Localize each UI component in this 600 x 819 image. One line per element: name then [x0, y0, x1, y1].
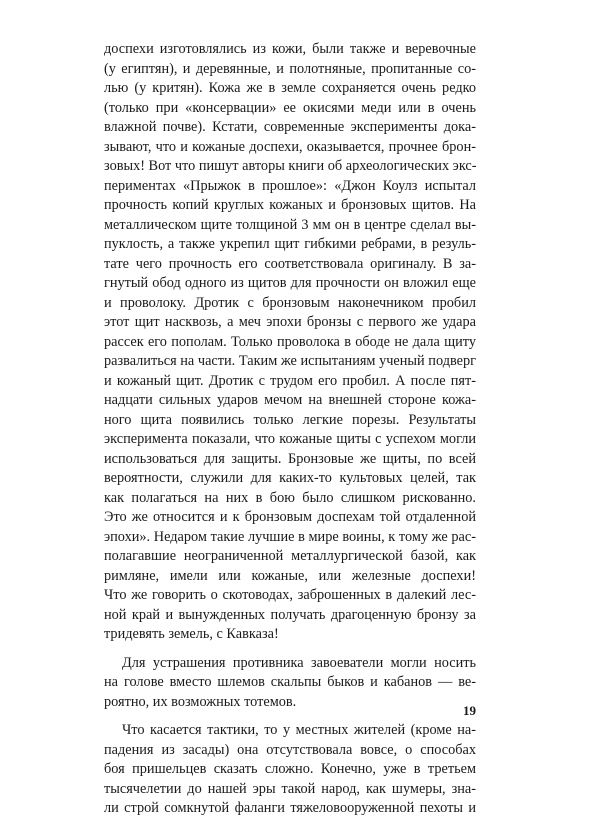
- text-line: роятно, их возможных тотемов.: [104, 693, 297, 710]
- text-line: прочность копий круглых кожаных и бронзовых щитов. На: [104, 197, 476, 213]
- text-line: полагавшие неограниченной металлургической базой, как: [104, 548, 476, 564]
- text-line: как полагаться на них в бою было слишком рискованно.: [104, 489, 476, 506]
- paragraph: [104, 40, 476, 645]
- text-line: (только при «консервации» ее окисями меди или в очень: [104, 99, 476, 116]
- text-line: доспехи изготовлялись из кожи, были также и веревочные: [104, 41, 476, 57]
- text-line: и проволоку. Дротик с бронзовым наконечником пробил: [104, 294, 476, 311]
- text-line: эпохи». Недаром такие лучшие в мире воины, к тому же рас-: [104, 528, 476, 545]
- text-line: периментах «Прыжок в прошлое»: «Джон Коулз испытал: [104, 177, 476, 194]
- text-line: тридевять земель, с Кавказа!: [104, 626, 279, 642]
- text-line: лью (у критян). Кожа же в земле сохраняется очень редко: [104, 80, 476, 96]
- text-line: тысячелетии до нашей эры такой народ, как шумеры, зна-: [104, 780, 476, 797]
- text-line: зовых! Вот что пишут авторы книги об археологических экс-: [104, 158, 477, 174]
- text-line: ного щита появились только легкие порезы. Результаты: [104, 411, 476, 428]
- text-line: зывают, что и кожаные доспехи, оказывается, прочнее брон-: [104, 138, 476, 155]
- text-line: эксперимента показали, что кожаные щиты с успехом могли: [104, 431, 476, 447]
- text-line: надцати сильных ударов мечом на внешней стороне кожа-: [104, 392, 476, 408]
- text-line: вероятности, служили для каких-то культовых целей, так: [104, 470, 476, 486]
- text-line: Это же относится и к бронзовым доспехам той отдаленной: [104, 509, 476, 525]
- text-line: боя пришельцев сказать сложно. Конечно, уже в третьем: [104, 761, 476, 777]
- text-line: гнутый обод одного из щитов для прочности он вложил еще: [104, 275, 476, 291]
- paragraph: [104, 654, 476, 713]
- text-line: влажной почве). Кстати, современные эксперименты дока-: [104, 119, 476, 135]
- text-line: Что же говорить о скотоводах, заброшенных в далекий лес-: [104, 587, 476, 603]
- text-line: (у египтян), и деревянные, и полотняные, пропитанные со-: [104, 60, 476, 77]
- text-line: тате чего прочность его соответствовала оригиналу. В за-: [104, 255, 476, 272]
- text-line: Для устрашения противника завоеватели могли носить: [122, 654, 476, 671]
- text-line: на голове вместо шлемов скальпы быков и кабанов — ве-: [104, 674, 476, 690]
- text-line: пуклость, а также укрепил щит гибкими ребрами, в резуль-: [104, 236, 476, 252]
- text-line: использоваться для защиты. Бронзовые же щиты, по всей: [104, 450, 476, 467]
- body-text: [104, 40, 476, 819]
- text-line: падения из засады) она отсутствовала вовсе, о способах: [104, 741, 476, 758]
- paragraph: [104, 721, 476, 819]
- text-line: металлическом щите толщиной 3 мм он в центре сделал вы-: [104, 216, 476, 233]
- text-line: этот щит насквозь, а меч эпохи бронзы с первого же удара: [104, 314, 476, 330]
- text-line: развалиться на части. Таким же испытаниям ученый подверг: [104, 353, 476, 369]
- paragraph-gap: [104, 645, 476, 654]
- text-line: и кожаный щит. Дротик с трудом его пробил. А после пят-: [104, 372, 476, 389]
- text-line: Что касается тактики, то у местных жителей (кроме на-: [122, 722, 476, 738]
- text-line: ли строй сомкнутой фаланги тяжеловооруженной пехоты и: [104, 800, 476, 816]
- text-line: римляне, имели или кожаные, или железные доспехи!: [104, 567, 476, 584]
- text-line: ной край и вынужденных получать драгоценную бронзу за: [104, 606, 476, 623]
- page-number: 19: [463, 703, 476, 718]
- text-line: рассек его пополам. Только проволока в ободе не дала щиту: [104, 333, 476, 350]
- paragraph-gap: [104, 712, 476, 721]
